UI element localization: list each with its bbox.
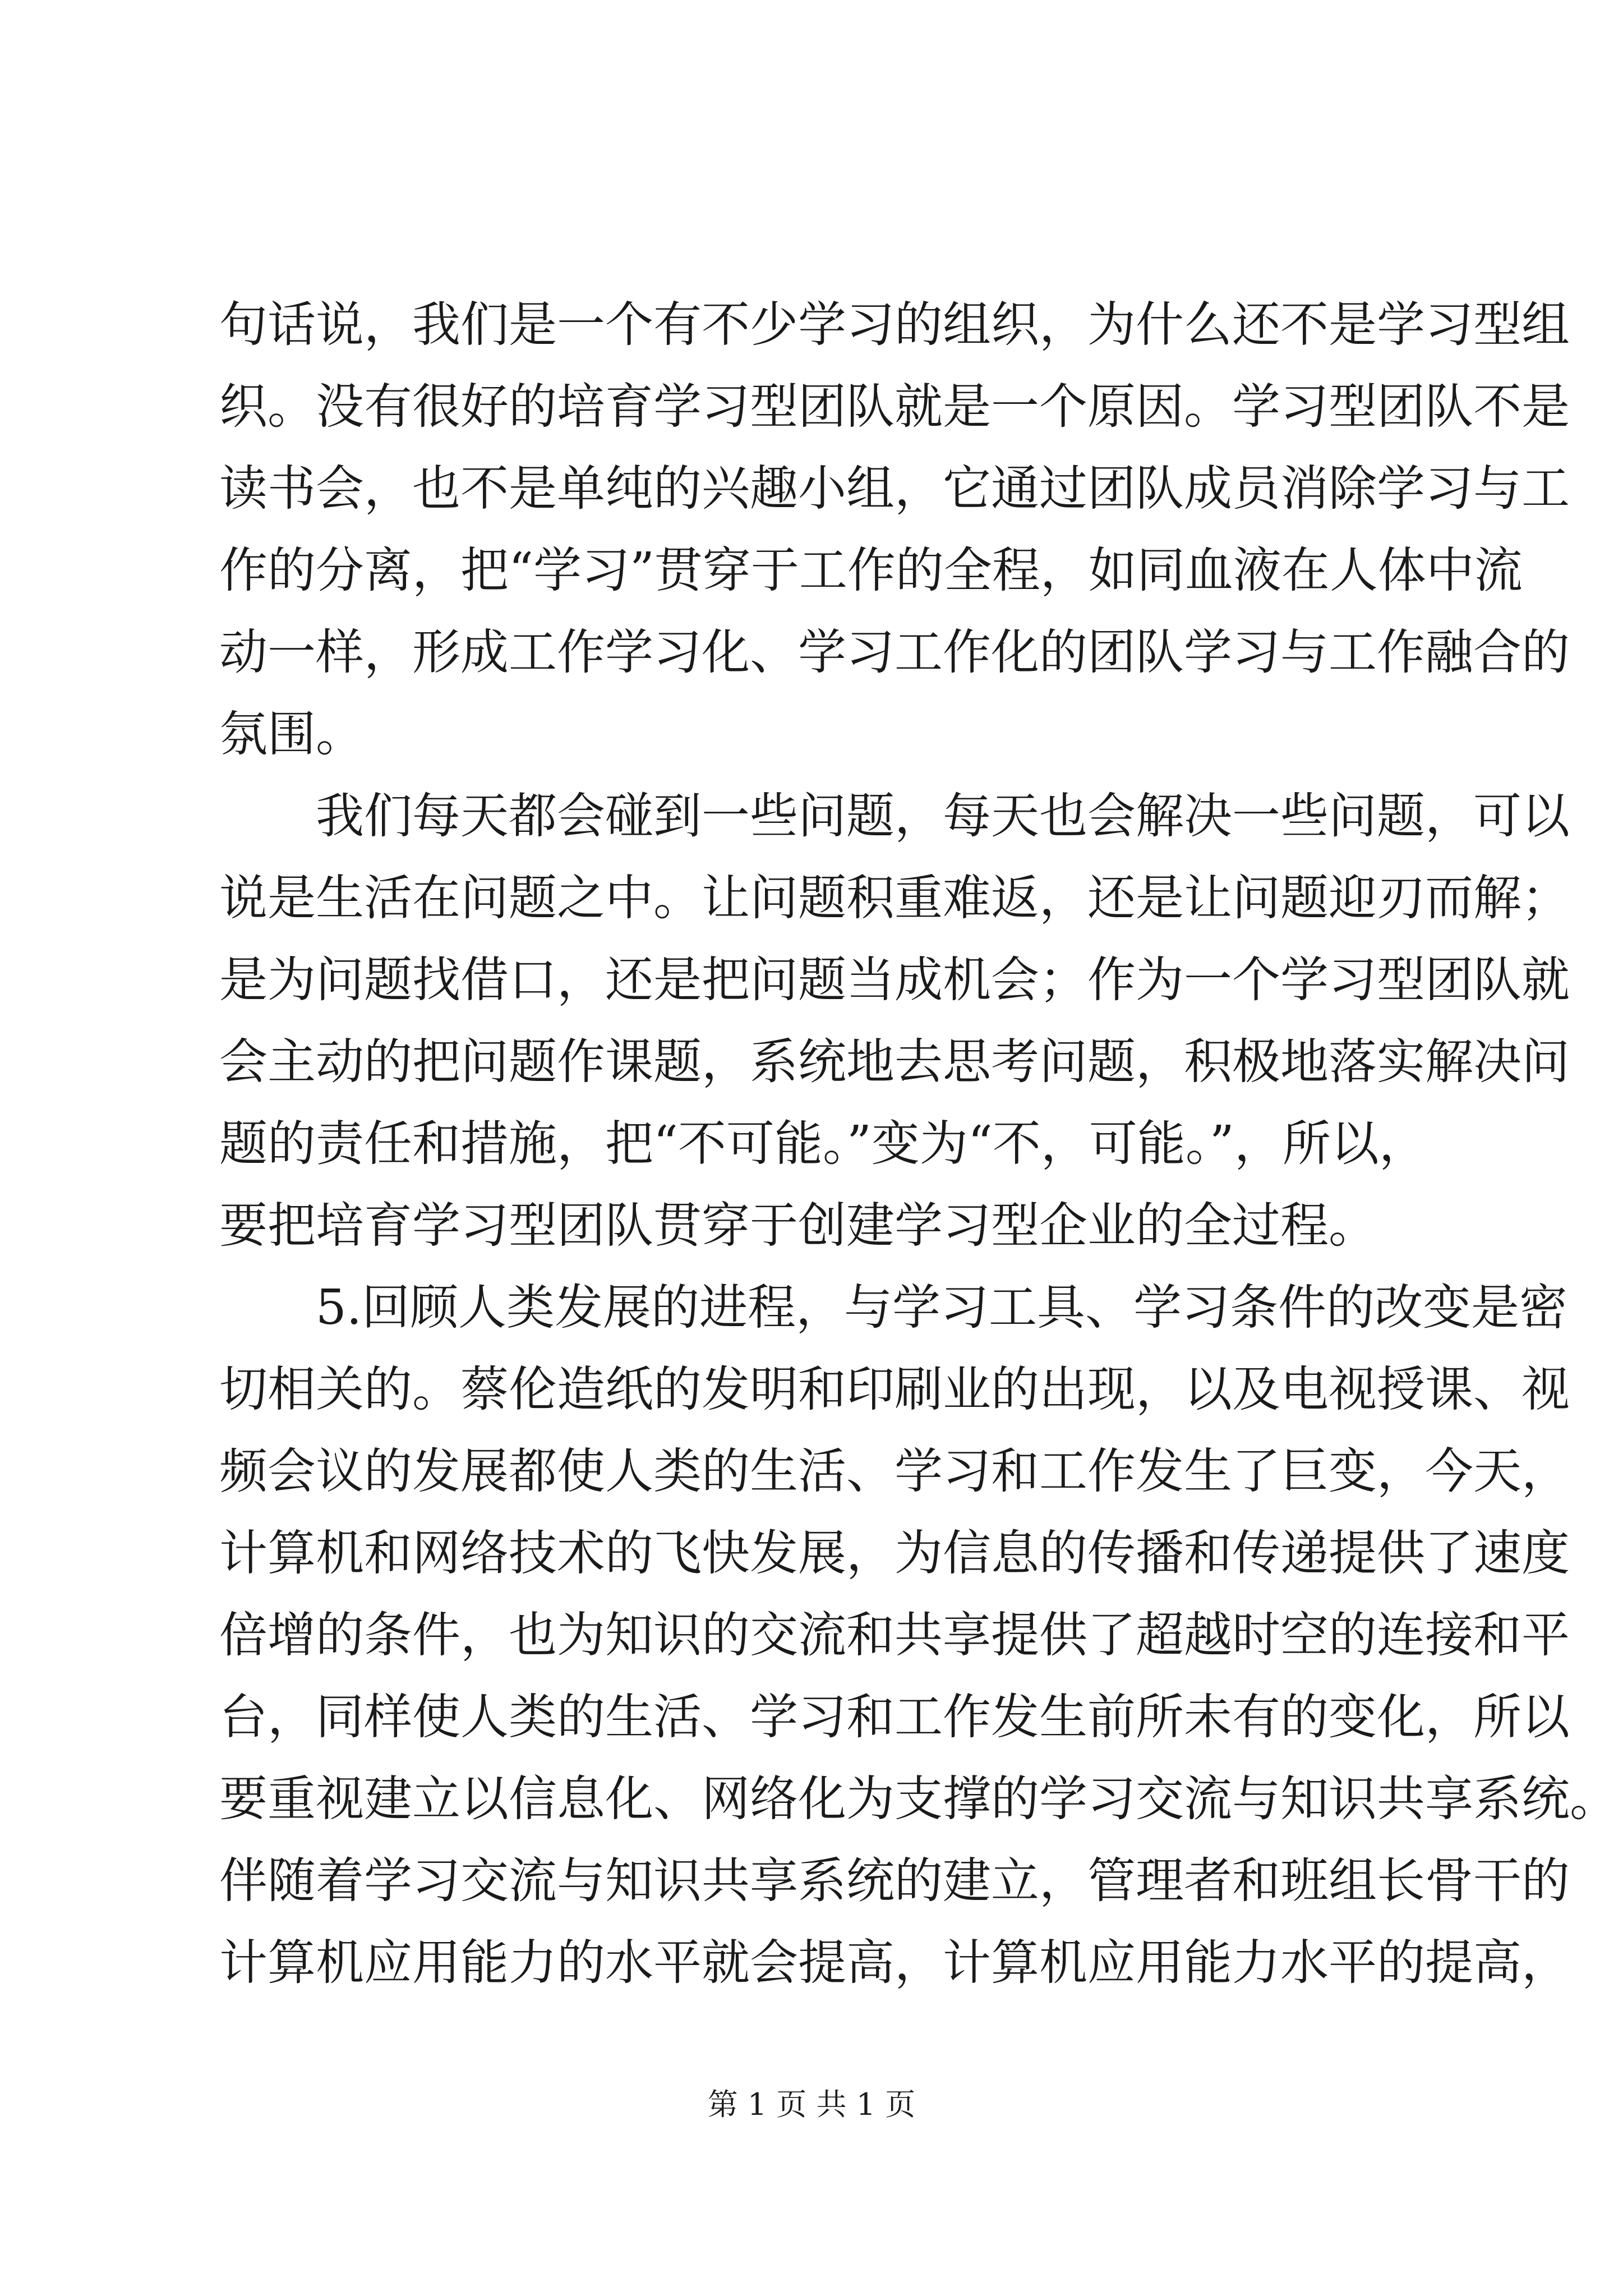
paragraph-line: 说是生活在问题之中。让问题积重难返，还是让问题迎刃而解； [219, 870, 1570, 926]
paragraph-line: 要把培育学习型团队贯穿于创建学习型企业的全过程。 [219, 1198, 1377, 1254]
paragraph-line: 是为问题找借口，还是把问题当成机会；作为一个学习型团队就 [219, 952, 1570, 1008]
paragraph-1 [219, 284, 1570, 775]
paragraph-line: 题的责任和措施，把“不可能。”变为“不，可能。”，所以， [219, 1116, 1427, 1172]
paragraph-line: 倍增的条件，也为知识的交流和共享提供了超越时空的连接和平 [219, 1607, 1570, 1663]
page-number-footer: 第 1 页 共 1 页 [707, 2087, 916, 2122]
paragraph-2 [219, 775, 1570, 1267]
paragraph-line: 作的分离，把“学习”贯穿于工作的全程，如同血液在人体中流 [219, 542, 1523, 599]
paragraph-line: 要重视建立以信息化、网络化为支撑的学习交流与知识共享系统。 [219, 1771, 1618, 1827]
paragraph-line: 计算机和网络技术的飞快发展，为信息的传播和传递提供了速度 [219, 1525, 1570, 1581]
paragraph-line: 氛围。 [219, 706, 364, 762]
paragraph-line: 动一样，形成工作学习化、学习工作化的团队学习与工作融合的 [219, 624, 1570, 680]
paragraph-line: 句话说，我们是一个有不少学习的组织，为什么还不是学习型组 [219, 297, 1570, 353]
paragraph-first-line: 5.回顾人类发展的进程，与学习工具、学习条件的改变是密 [316, 1280, 1568, 1336]
document-body [219, 284, 1618, 2004]
paragraph-line: 读书会，也不是单纯的兴趣小组，它通过团队成员消除学习与工 [219, 461, 1570, 517]
paragraph-3 [219, 1267, 1618, 2004]
paragraph-line: 伴随着学习交流与知识共享系统的建立，管理者和班组长骨干的 [219, 1853, 1570, 1909]
paragraph-line: 会主动的把问题作课题，系统地去思考问题，积极地落实解决问 [219, 1034, 1570, 1090]
paragraph-line: 频会议的发展都使人类的生活、学习和工作发生了巨变，今天， [219, 1443, 1570, 1499]
paragraph-line: 织。没有很好的培育学习型团队就是一个原因。学习型团队不是 [219, 379, 1570, 435]
paragraph-line: 切相关的。蔡伦造纸的发明和印刷业的出现，以及电视授课、视 [219, 1361, 1570, 1418]
paragraph-first-line: 我们每天都会碰到一些问题，每天也会解决一些问题，可以 [316, 788, 1570, 844]
paragraph-line: 台，同样使人类的生活、学习和工作发生前所未有的变化，所以 [219, 1689, 1570, 1745]
paragraph-line: 计算机应用能力的水平就会提高，计算机应用能力水平的提高， [219, 1935, 1570, 1991]
